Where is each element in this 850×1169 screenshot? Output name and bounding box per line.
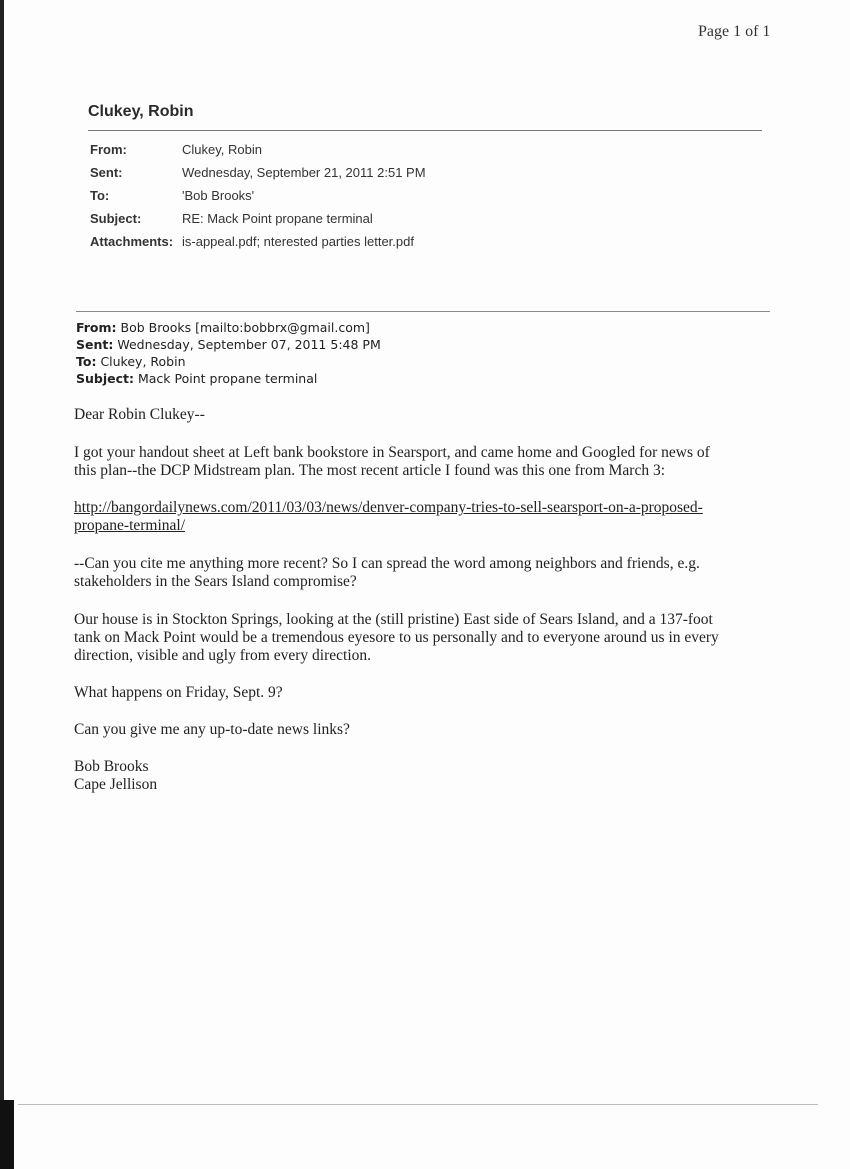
forwarded-from-line: [76, 320, 370, 335]
scan-corner: [0, 1100, 14, 1169]
scan-bottom-line: [18, 1104, 818, 1105]
forwarded-to-line: [76, 354, 186, 369]
header-sent-label: Sent:: [90, 165, 123, 180]
forwarded-divider: [76, 311, 770, 312]
forwarded-to-label: To:: [76, 354, 97, 369]
scan-edge: [0, 0, 4, 1169]
page-number: Page 1 of 1: [698, 23, 771, 40]
header-from-label: From:: [90, 142, 127, 157]
header-to-value: 'Bob Brooks': [182, 188, 255, 203]
forwarded-subject-line: [76, 371, 317, 386]
body-paragraph-1-line-2: this plan--the DCP Midstream plan. The most recent article I found was this one from March 3:: [74, 462, 666, 479]
header-attachments-label: Attachments:: [90, 234, 174, 249]
signature-place: Cape Jellison: [74, 776, 158, 793]
body-paragraph-4: What happens on Friday, Sept. 9?: [74, 684, 283, 701]
body-paragraph-3-line-1: Our house is in Stockton Springs, looking at the (still pristine) East side of Sears Island, and a 137-foot: [74, 611, 713, 628]
header-from-value: Clukey, Robin: [182, 142, 262, 157]
forwarded-subject-value: Mack Point propane terminal: [137, 371, 318, 386]
body-paragraph-5: Can you give me any up-to-date news links?: [74, 721, 350, 738]
forwarded-sent-line: [76, 337, 381, 352]
body-paragraph-2-line-2: stakeholders in the Sears Island compromise?: [74, 573, 357, 590]
body-greeting: Dear Robin Clukey--: [74, 406, 205, 423]
forwarded-sent-value: Wednesday, September 07, 2011 5:48 PM: [117, 337, 381, 352]
article-link-line-1[interactable]: http://bangordailynews.com/2011/03/03/news/denver-company-tries-to-sell-searsport-on-a-proposed-: [74, 499, 703, 516]
forwarded-to-value: Clukey, Robin: [100, 354, 186, 369]
header-to-label: To:: [90, 188, 110, 203]
header-divider: [88, 130, 762, 131]
header-subject-label: Subject:: [90, 211, 142, 226]
article-link-line-2[interactable]: propane-terminal/: [74, 517, 186, 534]
body-paragraph-3-line-3: direction, visible and ugly from every direction.: [74, 647, 371, 664]
signature-name: Bob Brooks: [74, 758, 149, 775]
forwarded-from-value: Bob Brooks [mailto:bobbrx@gmail.com]: [120, 320, 370, 335]
header-sent-value: Wednesday, September 21, 2011 2:51 PM: [182, 165, 426, 180]
body-paragraph-1-line-1: I got your handout sheet at Left bank bookstore in Searsport, and came home and Googled for news of: [74, 444, 710, 461]
body-paragraph-2-line-1: --Can you cite me anything more recent? So I can spread the word among neighbors and friends, e.g.: [74, 555, 700, 572]
sender-name-title: Clukey, Robin: [88, 103, 194, 120]
forwarded-from-label: From:: [76, 320, 117, 335]
forwarded-subject-label: Subject:: [76, 371, 134, 386]
header-attachments-value: is-appeal.pdf; nterested parties letter.pdf: [182, 234, 414, 249]
body-paragraph-3-line-2: tank on Mack Point would be a tremendous eyesore to us personally and to everyone around us in every: [74, 629, 719, 646]
header-subject-value: RE: Mack Point propane terminal: [182, 211, 373, 226]
forwarded-sent-label: Sent:: [76, 337, 114, 352]
